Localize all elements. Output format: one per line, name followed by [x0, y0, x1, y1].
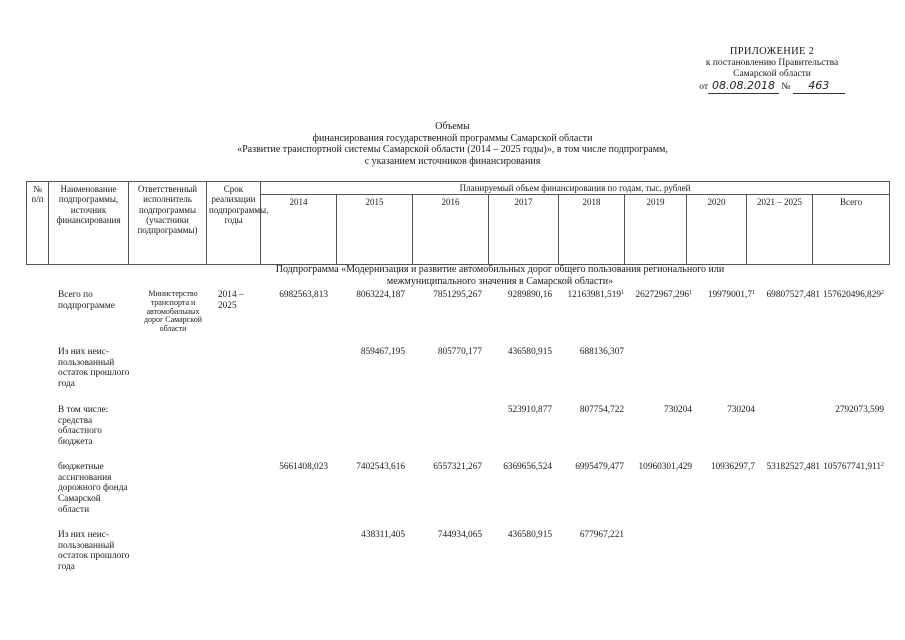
footnote-mark: 2: [881, 290, 884, 296]
col-header-executor: Ответственный исполнитель подпрограммы (участники подпрограммы): [129, 182, 207, 265]
value-text: 8063224,187: [356, 290, 405, 300]
value-text: 2792073,599: [835, 405, 884, 415]
appendix-date-line: [677, 80, 867, 94]
appendix-title: ПРИЛОЖЕНИЕ 2: [729, 46, 815, 57]
row-year-value: [620, 290, 692, 301]
value-text: 523910,877: [507, 405, 552, 415]
value-text: 6557321,267: [433, 462, 482, 472]
col-header-year: 2015: [337, 195, 413, 265]
value-text: 105767741,911: [823, 462, 881, 472]
value-text: 6995479,477: [575, 462, 624, 472]
row-year-value: [552, 405, 624, 416]
col-header-year: 2014: [261, 195, 337, 265]
row-year-value: [480, 462, 552, 473]
row-year-value: [333, 530, 405, 541]
heading-line-3: «Развитие транспортной системы Самарской области (2014 – 2025 годы)», в том числе подпрограмм,: [237, 144, 668, 155]
row-year-value: [620, 405, 692, 416]
value-text: 12163981,519: [567, 290, 621, 300]
row-year-value: [552, 290, 624, 301]
row-year-value: [410, 347, 482, 358]
value-text: 5661408,023: [279, 462, 328, 472]
row-year-value: [480, 530, 552, 541]
heading-line-4: с указанием источников финансирования: [364, 155, 541, 167]
value-text: 19979001,7: [707, 290, 752, 300]
value-text: 69807527,481: [766, 290, 820, 300]
handwritten-number: 463: [793, 80, 845, 94]
footnote-mark: 1: [689, 290, 692, 296]
col-header-number: № п/п: [27, 182, 49, 265]
value-text: 436580,915: [507, 530, 552, 540]
row-label: бюджетные ассигнования дорожного фонда Самарской области: [58, 462, 128, 515]
row-year-value: [410, 530, 482, 541]
row-year-value: [683, 462, 755, 473]
row-year-value: [552, 462, 624, 473]
col-header-year: 2018: [559, 195, 625, 265]
row-year-value: [333, 290, 405, 301]
value-text: 744934,065: [437, 530, 482, 540]
value-text: 805770,177: [437, 347, 482, 357]
row-label: Из них неис-пользованный остаток прошлого года: [58, 530, 130, 573]
value-text: 9289890,16: [507, 290, 552, 300]
document-heading: [0, 121, 905, 167]
row-year-value: [748, 462, 820, 473]
appendix-block: [677, 46, 867, 94]
date-prefix: от: [699, 81, 708, 92]
row-year-value: [333, 347, 405, 358]
value-text: 7851295,267: [433, 290, 482, 300]
row-year-value: [256, 290, 328, 301]
row-label: В том числе: средства областного бюджета: [58, 405, 109, 448]
value-text: 10960301,429: [638, 462, 692, 472]
row-year-value: [480, 290, 552, 301]
row-executor: Министерство транспорта и автомобильных дорог Самарской области: [143, 289, 203, 334]
value-text: 157620496,829: [822, 290, 881, 300]
row-year-value: [552, 530, 624, 541]
number-prefix: №: [781, 81, 791, 92]
value-text: 688136,307: [579, 347, 624, 357]
row-total-value: [812, 405, 884, 416]
value-text: 677967,221: [579, 530, 624, 540]
row-year-value: [620, 462, 692, 473]
financing-table-header: [26, 181, 890, 265]
subprogram-title: Подпрограмма «Модернизация и развитие автомобильных дорог общего пользования регионального или межмуниципального значения в Самарской области»: [275, 264, 725, 287]
value-text: 730204: [727, 405, 755, 415]
value-text: 6369656,524: [503, 462, 552, 472]
heading-line-1: Объемы: [435, 121, 470, 132]
value-text: 7402543,616: [356, 462, 405, 472]
value-text: 807754,722: [579, 405, 624, 415]
row-label: Всего по подпрограмме: [58, 290, 115, 311]
footnote-mark: 1: [752, 290, 755, 296]
heading-line-2: финансирования государственной программы Самарской области: [312, 132, 593, 144]
col-header-total: Всего: [813, 195, 890, 265]
value-text: 26272967,296: [635, 290, 689, 300]
handwritten-date: 08.08.2018: [708, 80, 779, 94]
col-header-year: 2017: [489, 195, 559, 265]
col-header-planned: Планируемый объем финансирования по годам, тыс. рублей: [261, 182, 890, 195]
row-year-value: [552, 347, 624, 358]
row-label: Из них неис-пользованный остаток прошлого года: [58, 347, 130, 390]
row-year-value: [683, 290, 755, 301]
row-year-value: [333, 462, 405, 473]
col-header-year: 2021 – 2025: [747, 195, 813, 265]
col-header-year: 2020: [687, 195, 747, 265]
row-year-value: [480, 347, 552, 358]
value-text: 859467,195: [360, 347, 405, 357]
value-text: 6982563,813: [279, 290, 328, 300]
footnote-mark: 2: [881, 462, 884, 468]
row-term: 2014 – 2025: [218, 290, 244, 311]
value-text: 10936297,7: [710, 462, 755, 472]
row-total-value: [812, 290, 884, 301]
col-header-name: Наименование подпрограммы, источник финансирования: [49, 182, 129, 265]
value-text: 436580,915: [507, 347, 552, 357]
col-header-year: 2016: [413, 195, 489, 265]
row-year-value: [410, 462, 482, 473]
row-year-value: [683, 405, 755, 416]
row-year-value: [480, 405, 552, 416]
col-header-year: 2019: [625, 195, 687, 265]
value-text: 438311,405: [361, 530, 405, 540]
col-header-term: Срок реализации подпрограммы, годы: [207, 182, 261, 265]
value-text: 730204: [664, 405, 692, 415]
row-year-value: [748, 290, 820, 301]
footnote-mark: 1: [621, 290, 624, 296]
row-year-value: [410, 290, 482, 301]
row-year-value: [256, 462, 328, 473]
value-text: 53182527,481: [766, 462, 820, 472]
row-total-value: [812, 462, 884, 473]
appendix-line-1: к постановлению Правительства: [705, 58, 839, 69]
appendix-line-2: Самарской области: [733, 68, 811, 79]
